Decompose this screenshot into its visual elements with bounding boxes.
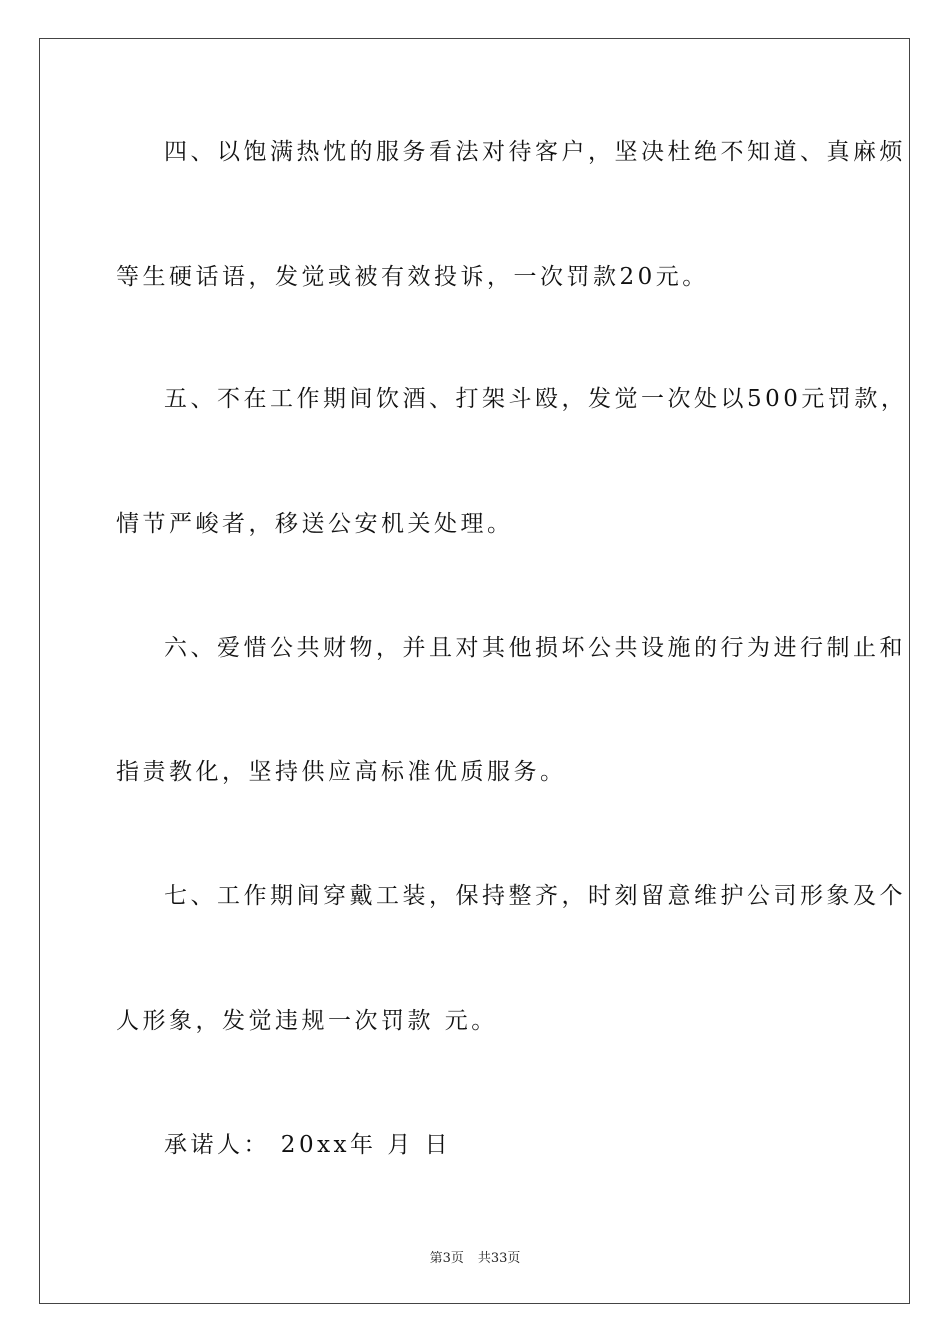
paragraph-line-rule-6-end: 指责教化，坚持供应高标准优质服务。 bbox=[116, 759, 567, 785]
paragraph-line-rule-4-start: 四、以饱满热忱的服务看法对待客户，坚决杜绝不知道、真麻烦 bbox=[164, 139, 906, 165]
paragraph-line-rule-5-start: 五、不在工作期间饮酒、打架斗殴，发觉一次处以500元罚款， bbox=[164, 386, 908, 412]
page-border bbox=[39, 38, 910, 1304]
paragraph-line-rule-6-start: 六、爱惜公共财物，并且对其他损坏公共设施的行为进行制止和 bbox=[164, 635, 906, 661]
page-footer bbox=[0, 1247, 950, 1266]
page-total: 共33页 bbox=[477, 1251, 521, 1266]
paragraph-line-rule-7-end: 人形象，发觉违规一次罚款 元。 bbox=[116, 1008, 498, 1034]
paragraph-line-rule-7-start: 七、工作期间穿戴工装，保持整齐，时刻留意维护公司形象及个 bbox=[164, 883, 906, 909]
page-number: 第3页 bbox=[429, 1251, 464, 1266]
paragraph-line-rule-5-end: 情节严峻者，移送公安机关处理。 bbox=[116, 511, 514, 537]
paragraph-line-rule-4-end: 等生硬话语，发觉或被有效投诉，一次罚款20元。 bbox=[116, 264, 709, 290]
signature-line: 承诺人： 20xx年 月 日 bbox=[164, 1132, 452, 1158]
